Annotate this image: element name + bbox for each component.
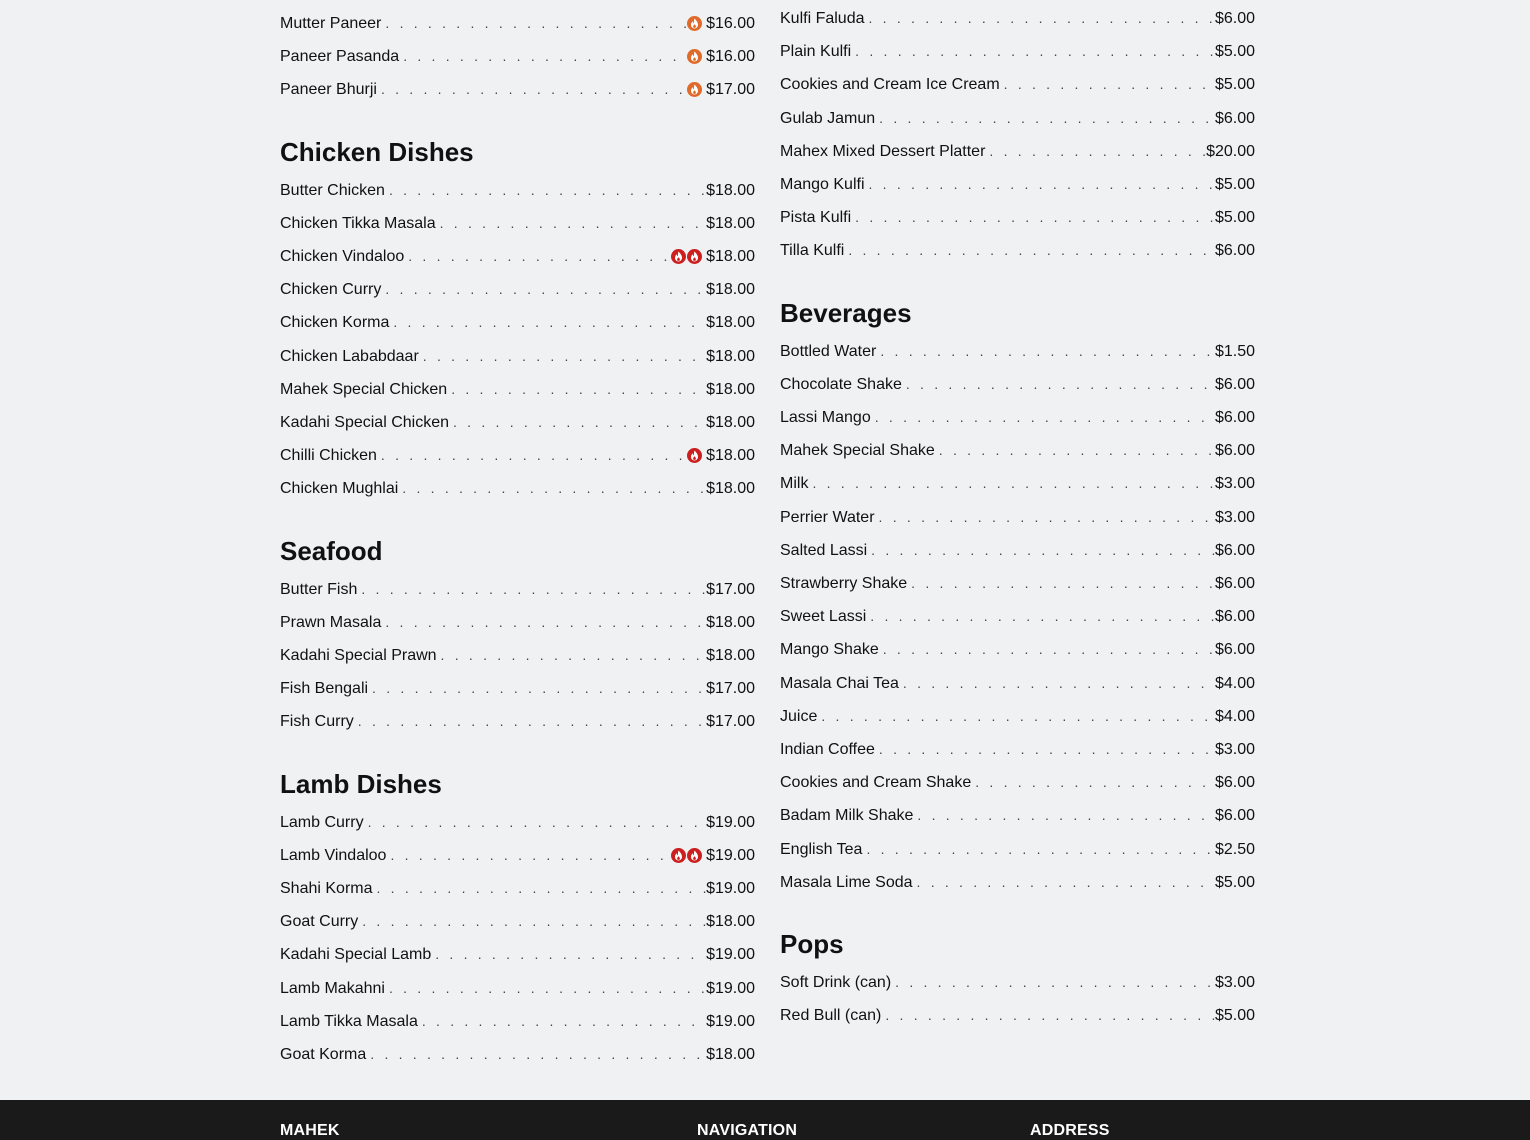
item-price: $17.00 [706,581,755,598]
spice-level-icons [687,448,702,463]
menu-item-chicken-vindaloo [280,246,755,266]
site-footer [0,1100,1530,1140]
item-price: $3.00 [1214,509,1255,526]
item-price: $17.00 [706,680,755,697]
menu-item-english-tea [780,839,1255,859]
dot-leader [895,972,1215,992]
dot-leader [855,41,1215,61]
menu-item-goat-korma [280,1044,755,1064]
item-price: $3.00 [1214,475,1255,492]
dot-leader [883,639,1215,659]
menu-item-shahi-korma [280,878,755,898]
item-name: Fish Bengali [280,680,369,697]
item-name: Gulab Jamun [780,110,876,127]
menu-item-prawn-masala [280,612,755,632]
menu-item-paneer-pasanda [280,46,755,66]
spice-level-icons [687,82,702,97]
item-name: Badam Milk Shake [780,807,914,824]
item-name: Mahek Special Shake [780,442,935,459]
item-name: Mahek Special Chicken [280,381,448,398]
dot-leader [1004,74,1215,94]
item-price: $18.00 [706,348,755,365]
menu-item-mutter-paneer [280,13,755,33]
item-name: Goat Curry [280,913,359,930]
item-price: $18.00 [706,381,755,398]
item-name: Chicken Lababdaar [280,348,419,365]
item-price: $19.00 [706,814,755,831]
item-name: Tilla Kulfi [780,242,845,259]
dot-leader [440,213,706,233]
dot-leader [871,540,1215,560]
menu-item-juice [780,706,1255,726]
section-title-pops: Pops [780,929,844,959]
item-name: Lamb Tikka Masala [280,1013,418,1030]
item-price: $6.00 [1214,542,1255,559]
item-price: $6.00 [1214,641,1255,658]
menu-item-kadahi-special-chicken [280,412,755,432]
hot-spice-icon [671,249,686,264]
menu-item-perrier-water [780,507,1255,527]
item-name: Kadahi Special Prawn [280,647,437,664]
menu-item-soft-drink-can [780,972,1255,992]
item-price: $16.00 [706,48,755,65]
dot-leader [435,944,706,964]
menu-item-indian-coffee [780,739,1255,759]
menu-item-butter-chicken [280,180,755,200]
footer-heading-navigation: NAVIGATION [697,1122,798,1139]
item-name: Juice [780,708,818,725]
dot-leader [358,711,706,731]
dot-leader [885,1005,1215,1025]
item-name: Lassi Mango [780,409,871,426]
dot-leader [917,872,1215,892]
item-name: Butter Chicken [280,182,385,199]
dot-leader [370,1044,706,1064]
dot-leader [870,606,1215,626]
item-name: Salted Lassi [780,542,868,559]
item-name: Lamb Curry [280,814,364,831]
item-name: Mutter Paneer [280,15,382,32]
dot-leader [869,174,1215,194]
item-name: Chicken Mughlai [280,480,399,497]
item-price: $6.00 [1214,242,1255,259]
dot-leader [441,645,707,665]
item-price: $17.00 [706,713,755,730]
item-name: Chilli Chicken [280,447,377,464]
item-name: English Tea [780,841,863,858]
menu-item-mahek-special-shake [780,440,1255,460]
item-name: Soft Drink (can) [780,974,892,991]
dot-leader [422,1011,706,1031]
dot-leader [903,673,1215,693]
item-name: Bottled Water [780,343,877,360]
dot-leader [917,805,1215,825]
item-name: Paneer Pasanda [280,48,400,65]
menu-item-lamb-tikka-masala [280,1011,755,1031]
item-name: Cookies and Cream Shake [780,774,972,791]
dot-leader [390,845,671,865]
item-price: $19.00 [706,847,755,864]
menu-item-kadahi-special-lamb [280,944,755,964]
menu-item-masala-lime-soda [780,872,1255,892]
dot-leader [453,412,706,432]
item-price: $4.00 [1214,675,1255,692]
dot-leader [377,878,707,898]
dot-leader [451,379,706,399]
item-name: Butter Fish [280,581,358,598]
item-name: Lamb Vindaloo [280,847,387,864]
spice-level-icons [671,249,702,264]
dot-leader [403,46,687,66]
item-name: Goat Korma [280,1046,367,1063]
menu-item-chilli-chicken [280,445,755,465]
dot-leader [361,579,706,599]
item-price: $19.00 [706,880,755,897]
menu-item-bottled-water [780,341,1255,361]
item-price: $5.00 [1214,176,1255,193]
menu-item-milk [780,473,1255,493]
item-price: $18.00 [706,215,755,232]
item-name: Plain Kulfi [780,43,852,60]
hot-spice-icon [687,249,702,264]
item-name: Chicken Curry [280,281,382,298]
item-name: Red Bull (can) [780,1007,882,1024]
dot-leader [393,312,706,332]
menu-item-fish-curry [280,711,755,731]
dot-leader [939,440,1215,460]
menu-item-lamb-curry [280,812,755,832]
dot-leader [368,812,706,832]
item-name: Mahex Mixed Dessert Platter [780,143,986,160]
item-name: Shahi Korma [280,880,373,897]
item-price: $5.00 [1214,43,1255,60]
item-name: Mango Shake [780,641,879,658]
item-price: $18.00 [706,248,755,265]
menu-item-strawberry-shake [780,573,1255,593]
item-name: Pista Kulfi [780,209,852,226]
item-name: Indian Coffee [780,741,875,758]
item-price: $18.00 [706,281,755,298]
dot-leader [362,911,706,931]
dot-leader [879,739,1215,759]
menu-item-butter-fish [280,579,755,599]
menu-item-chicken-lababdaar [280,346,755,366]
item-price: $18.00 [706,913,755,930]
section-title-chicken-dishes: Chicken Dishes [280,137,474,167]
item-name: Fish Curry [280,713,354,730]
item-name: Masala Lime Soda [780,874,913,891]
item-price: $19.00 [706,946,755,963]
menu-item-pista-kulfi [780,207,1255,227]
dot-leader [372,678,706,698]
item-name: Prawn Masala [280,614,382,631]
footer-heading-address: ADDRESS [1030,1122,1110,1139]
item-price: $6.00 [1214,807,1255,824]
item-price: $17.00 [706,81,755,98]
item-name: Chocolate Shake [780,376,902,393]
mild-spice-icon [687,16,702,31]
item-name: Mango Kulfi [780,176,865,193]
dot-leader [812,473,1215,493]
item-price: $6.00 [1214,10,1255,27]
menu-item-salted-lassi [780,540,1255,560]
menu-item-sweet-lassi [780,606,1255,626]
item-name: Chicken Korma [280,314,390,331]
menu-item-goat-curry [280,911,755,931]
item-price: $18.00 [706,314,755,331]
dot-leader [381,445,687,465]
item-price: $5.00 [1214,76,1255,93]
menu-item-lamb-makahni [280,978,755,998]
item-price: $5.00 [1214,874,1255,891]
item-name: Milk [780,475,809,492]
dot-leader [879,108,1215,128]
dot-leader [381,79,687,99]
item-price: $6.00 [1214,376,1255,393]
menu-item-chocolate-shake [780,374,1255,394]
item-price: $18.00 [706,647,755,664]
spice-level-icons [687,49,702,64]
dot-leader [866,839,1215,859]
dot-leader [875,407,1215,427]
item-price: $18.00 [706,480,755,497]
item-name: Sweet Lassi [780,608,867,625]
item-name: Chicken Tikka Masala [280,215,436,232]
item-name: Lamb Makahni [280,980,385,997]
item-price: $6.00 [1214,608,1255,625]
menu-item-paneer-bhurji [280,79,755,99]
dot-leader [389,180,706,200]
menu-item-masala-chai-tea [780,673,1255,693]
menu-item-badam-milk-shake [780,805,1255,825]
menu-item-lamb-vindaloo [280,845,755,865]
menu-item-cookies-and-cream-shake [780,772,1255,792]
dot-leader [821,706,1215,726]
spice-level-icons [687,16,702,31]
item-price: $3.00 [1214,974,1255,991]
dot-leader [989,141,1206,161]
hot-spice-icon [671,848,686,863]
item-name: Strawberry Shake [780,575,908,592]
item-name: Masala Chai Tea [780,675,899,692]
menu-item-chicken-mughlai [280,478,755,498]
item-price: $18.00 [706,414,755,431]
menu-item-kulfi-faluda [780,8,1255,28]
item-price: $3.00 [1214,741,1255,758]
menu-item-plain-kulfi [780,41,1255,61]
item-price: $18.00 [706,1046,755,1063]
hot-spice-icon [687,848,702,863]
dot-leader [879,507,1215,527]
menu-item-mahex-mixed-dessert-platter [780,141,1255,161]
menu-item-tilla-kulfi [780,240,1255,260]
dot-leader [880,341,1215,361]
mild-spice-icon [687,49,702,64]
item-price: $18.00 [706,182,755,199]
dot-leader [385,279,706,299]
item-price: $6.00 [1214,409,1255,426]
menu-item-mango-shake [780,639,1255,659]
menu-item-lassi-mango [780,407,1255,427]
item-name: Cookies and Cream Ice Cream [780,76,1000,93]
dot-leader [385,612,706,632]
menu-item-chicken-tikka-masala [280,213,755,233]
hot-spice-icon [687,448,702,463]
menu-item-mahek-special-chicken [280,379,755,399]
item-price: $6.00 [1214,442,1255,459]
menu-item-red-bull-can [780,1005,1255,1025]
item-price: $1.50 [1214,343,1255,360]
item-price: $6.00 [1214,774,1255,791]
menu-item-fish-bengali [280,678,755,698]
menu-item-kadahi-special-prawn [280,645,755,665]
spice-level-icons [671,848,702,863]
dot-leader [385,13,687,33]
item-price: $20.00 [1206,143,1255,160]
item-price: $16.00 [706,15,755,32]
menu-item-cookies-and-cream-ice-cream [780,74,1255,94]
item-price: $5.00 [1214,1007,1255,1024]
dot-leader [869,8,1215,28]
dot-leader [911,573,1215,593]
mild-spice-icon [687,82,702,97]
item-price: $19.00 [706,980,755,997]
section-title-beverages: Beverages [780,298,912,328]
section-title-lamb-dishes: Lamb Dishes [280,769,442,799]
menu-item-chicken-curry [280,279,755,299]
item-price: $5.00 [1214,209,1255,226]
item-price: $2.50 [1214,841,1255,858]
section-title-seafood: Seafood [280,536,383,566]
footer-heading-brand: MAHEK [280,1122,340,1139]
item-price: $6.00 [1214,110,1255,127]
item-name: Kulfi Faluda [780,10,865,27]
item-price: $4.00 [1214,708,1255,725]
item-name: Chicken Vindaloo [280,248,405,265]
item-name: Kadahi Special Chicken [280,414,449,431]
menu-item-chicken-korma [280,312,755,332]
dot-leader [855,207,1215,227]
item-price: $18.00 [706,447,755,464]
item-name: Kadahi Special Lamb [280,946,432,963]
dot-leader [975,772,1215,792]
dot-leader [906,374,1215,394]
item-name: Perrier Water [780,509,875,526]
dot-leader [848,240,1215,260]
dot-leader [408,246,671,266]
item-price: $18.00 [706,614,755,631]
menu-item-gulab-jamun [780,108,1255,128]
dot-leader [402,478,706,498]
item-name: Paneer Bhurji [280,81,377,98]
dot-leader [423,346,706,366]
item-price: $19.00 [706,1013,755,1030]
dot-leader [389,978,706,998]
item-price: $6.00 [1214,575,1255,592]
menu-item-mango-kulfi [780,174,1255,194]
